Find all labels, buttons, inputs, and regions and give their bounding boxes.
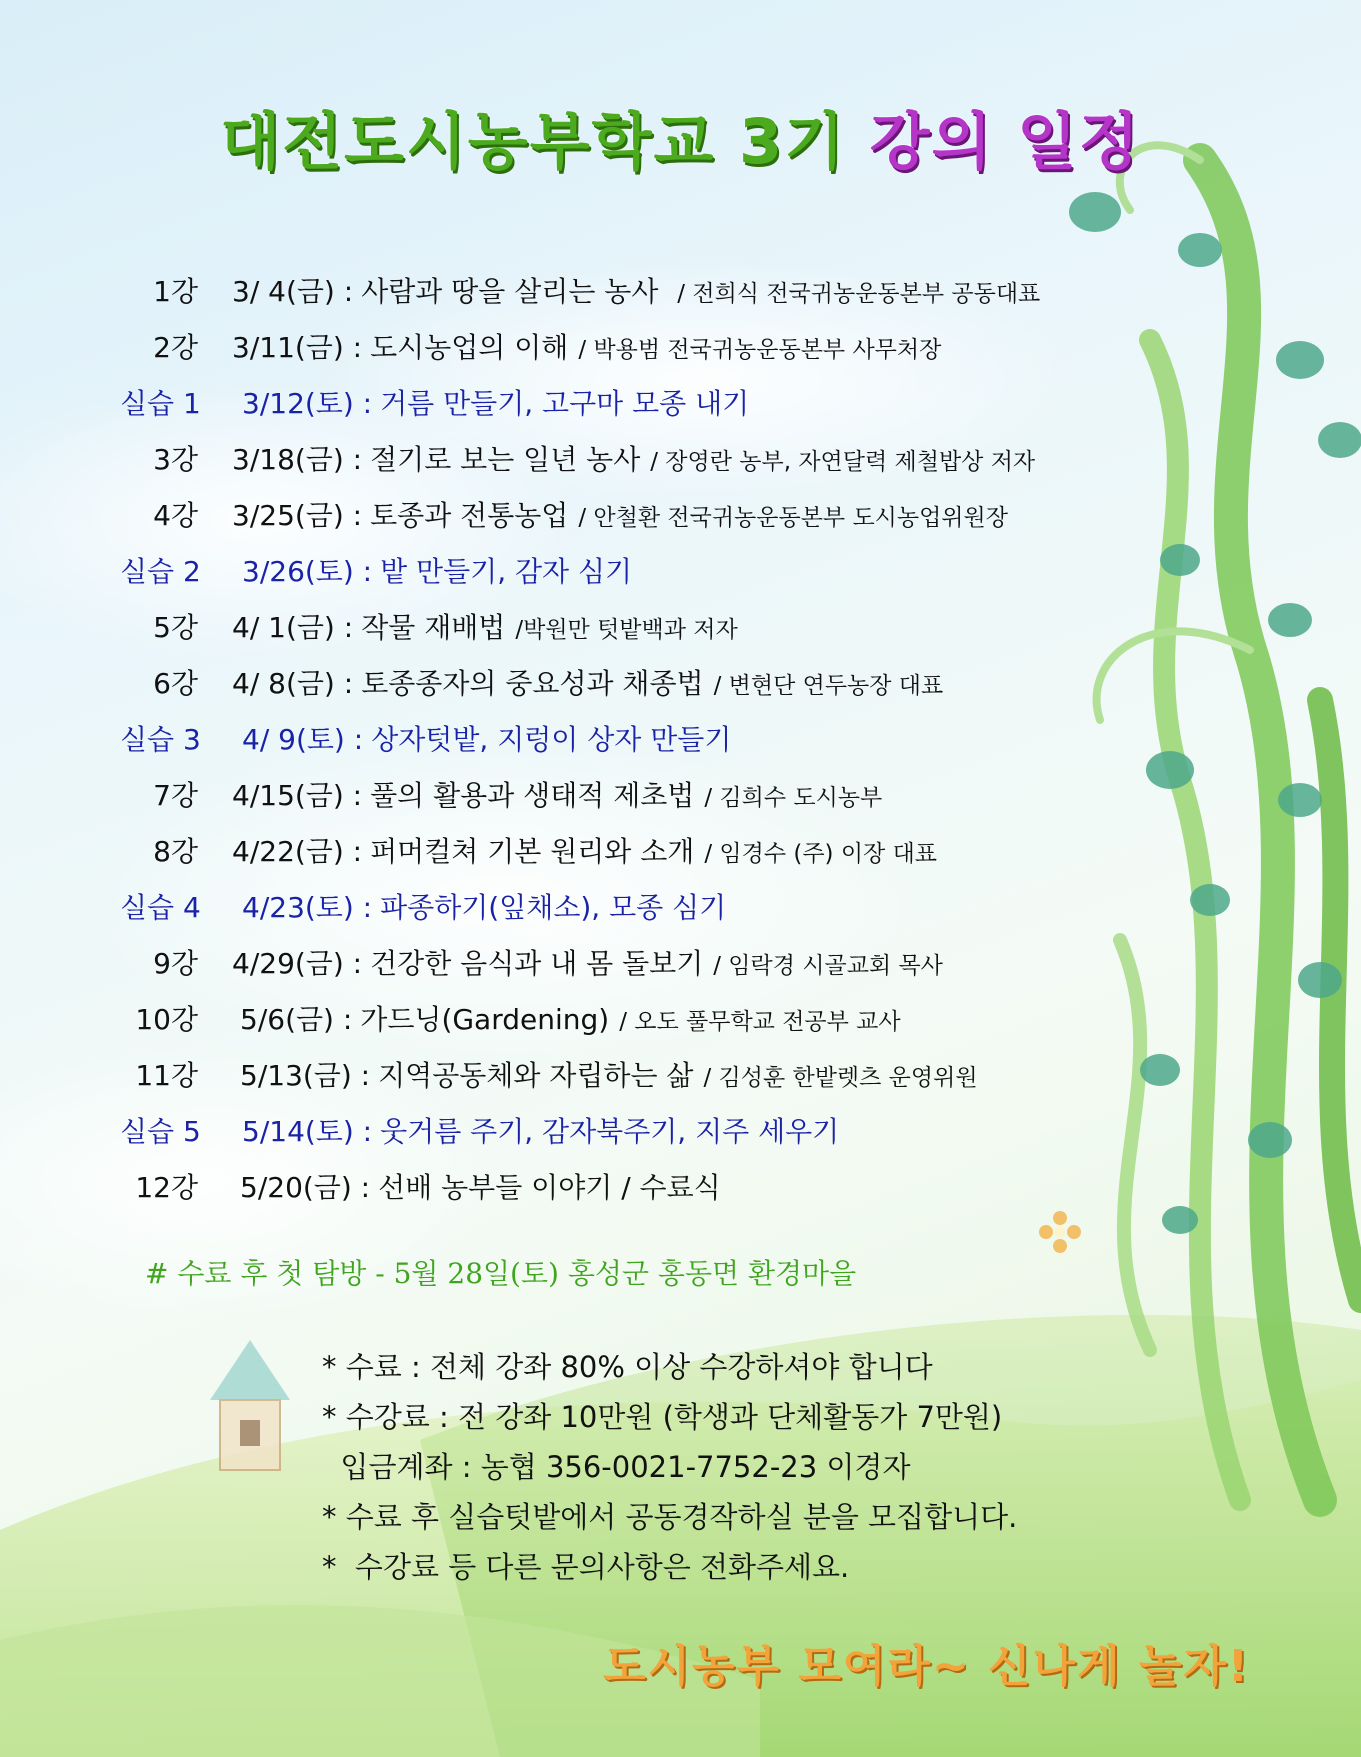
lecture-row xyxy=(0,324,1361,372)
session-topic: 파종하기(잎채소), 모종 심기 xyxy=(380,891,727,924)
session-instructor: / 임경수 (주) 이장 대표 xyxy=(704,841,938,867)
session-date: 5/14(토) : xyxy=(242,1115,373,1148)
session-topic: 웃거름 주기, 감자북주기, 지주 세우기 xyxy=(380,1115,840,1148)
page-title xyxy=(0,92,1361,181)
session-number: 12강 xyxy=(135,1171,198,1204)
session-instructor: / 오도 풀무학교 전공부 교사 xyxy=(619,1009,901,1035)
session-topic: 상자텃밭, 지렁이 상자 만들기 xyxy=(371,723,732,756)
info-completion: * 수료 : 전체 강좌 80% 이상 수강하셔야 합니다 xyxy=(322,1350,933,1384)
lecture-row xyxy=(0,996,1361,1044)
lecture-row xyxy=(0,492,1361,540)
trip-note: # 수료 후 첫 탐방 - 5월 28일(토) 홍성군 홍동면 환경마을 xyxy=(145,1257,857,1290)
session-number: 실습 3 xyxy=(120,723,201,756)
info-bank-account: 입금계좌 : 농협 356-0021-7752-23 이경자 xyxy=(322,1450,911,1484)
session-instructor: / 전희식 전국귀농운동본부 공동대표 xyxy=(677,281,1041,307)
session-topic: 퍼머컬쳐 기본 원리와 소개 xyxy=(370,835,695,868)
practice-row xyxy=(0,1108,1361,1156)
session-instructor: / 변현단 연두농장 대표 xyxy=(713,673,944,699)
session-number: 실습 5 xyxy=(120,1115,201,1148)
session-number: 실습 1 xyxy=(120,387,201,420)
lecture-row xyxy=(0,940,1361,988)
session-topic: 풀의 활용과 생태적 제초법 xyxy=(370,779,695,812)
session-topic: 작물 재배법 xyxy=(361,611,506,644)
session-topic: 사람과 땅을 살리는 농사 xyxy=(361,275,668,308)
session-topic: 절기로 보는 일년 농사 xyxy=(370,443,641,476)
session-topic: 밭 만들기, 감자 심기 xyxy=(380,555,633,588)
session-topic: 가드닝(Gardening) xyxy=(360,1003,610,1036)
practice-row xyxy=(0,380,1361,428)
lecture-row xyxy=(0,1052,1361,1100)
session-instructor: / 김희수 도시농부 xyxy=(704,785,883,811)
session-number: 실습 4 xyxy=(120,891,201,924)
session-number: 8강 xyxy=(153,835,198,868)
session-number: 7강 xyxy=(153,779,198,812)
session-number: 1강 xyxy=(153,275,198,308)
session-instructor: / 임락경 시골교회 목사 xyxy=(713,953,943,979)
session-number: 실습 2 xyxy=(120,555,201,588)
session-date: 4/22(금) : xyxy=(232,835,363,868)
session-number: 9강 xyxy=(153,947,198,980)
session-date: 3/18(금) : xyxy=(232,443,363,476)
session-topic: 토종종자의 중요성과 채종법 xyxy=(361,667,704,700)
session-date: 3/ 4(금) : xyxy=(232,275,354,308)
session-date: 4/23(토) : xyxy=(242,891,373,924)
session-instructor: / 김성훈 한밭렛츠 운영위원 xyxy=(703,1065,978,1091)
session-date: 3/12(토) : xyxy=(242,387,373,420)
session-date: 3/26(토) : xyxy=(242,555,373,588)
info-contact: * 수강료 등 다른 문의사항은 전화주세요. xyxy=(322,1550,850,1584)
session-date: 5/13(금) : xyxy=(240,1059,371,1092)
info-notes xyxy=(322,1342,1017,1592)
session-instructor: /박원만 텃밭백과 저자 xyxy=(515,617,738,643)
info-fee: * 수강료 : 전 강좌 10만원 (학생과 단체활동가 7만원) xyxy=(322,1400,1003,1434)
session-number: 10강 xyxy=(135,1003,198,1036)
session-number: 3강 xyxy=(153,443,198,476)
session-topic: 선배 농부들 이야기 / 수료식 xyxy=(378,1171,721,1204)
session-topic: 거름 만들기, 고구마 모종 내기 xyxy=(380,387,750,420)
session-number: 2강 xyxy=(153,331,198,364)
session-date: 4/15(금) : xyxy=(232,779,363,812)
session-date: 4/ 8(금) : xyxy=(232,667,354,700)
lecture-row xyxy=(0,660,1361,708)
session-date: 4/ 1(금) : xyxy=(232,611,354,644)
session-number: 11강 xyxy=(135,1059,198,1092)
session-topic: 지역공동체와 자립하는 삶 xyxy=(378,1059,694,1092)
session-date: 3/25(금) : xyxy=(232,499,363,532)
session-topic: 건강한 음식과 내 몸 돌보기 xyxy=(370,947,704,980)
lecture-row xyxy=(0,604,1361,652)
info-recruit: * 수료 후 실습텃밭에서 공동경작하실 분을 모집합니다. xyxy=(322,1500,1018,1534)
session-number: 4강 xyxy=(153,499,198,532)
session-topic: 토종과 전통농업 xyxy=(370,499,569,532)
session-instructor: / 안철환 전국귀농운동본부 도시농업위원장 xyxy=(578,505,1008,531)
practice-row xyxy=(0,884,1361,932)
lecture-row xyxy=(0,1164,1361,1212)
session-number: 5강 xyxy=(153,611,198,644)
session-number: 6강 xyxy=(153,667,198,700)
session-date: 4/29(금) : xyxy=(232,947,363,980)
slogan: 도시농부 모여라~ 신나게 놀자! xyxy=(603,1641,1250,1692)
lecture-row xyxy=(0,268,1361,316)
lecture-row xyxy=(0,828,1361,876)
session-instructor: / 장영란 농부, 자연달력 제철밥상 저자 xyxy=(650,449,1036,475)
lecture-row xyxy=(0,772,1361,820)
session-topic: 도시농업의 이해 xyxy=(370,331,569,364)
session-date: 3/11(금) : xyxy=(232,331,363,364)
session-date: 5/20(금) : xyxy=(240,1171,371,1204)
session-date: 5/6(금) : xyxy=(240,1003,353,1036)
title-school-name: 대전도시농부학교 3기 xyxy=(220,105,846,178)
title-lecture-schedule: 강의 일정 xyxy=(869,105,1141,178)
lecture-row xyxy=(0,436,1361,484)
practice-row xyxy=(0,716,1361,764)
session-instructor: / 박용범 전국귀농운동본부 사무처장 xyxy=(578,337,942,363)
session-date: 4/ 9(토) : xyxy=(242,723,364,756)
practice-row xyxy=(0,548,1361,596)
